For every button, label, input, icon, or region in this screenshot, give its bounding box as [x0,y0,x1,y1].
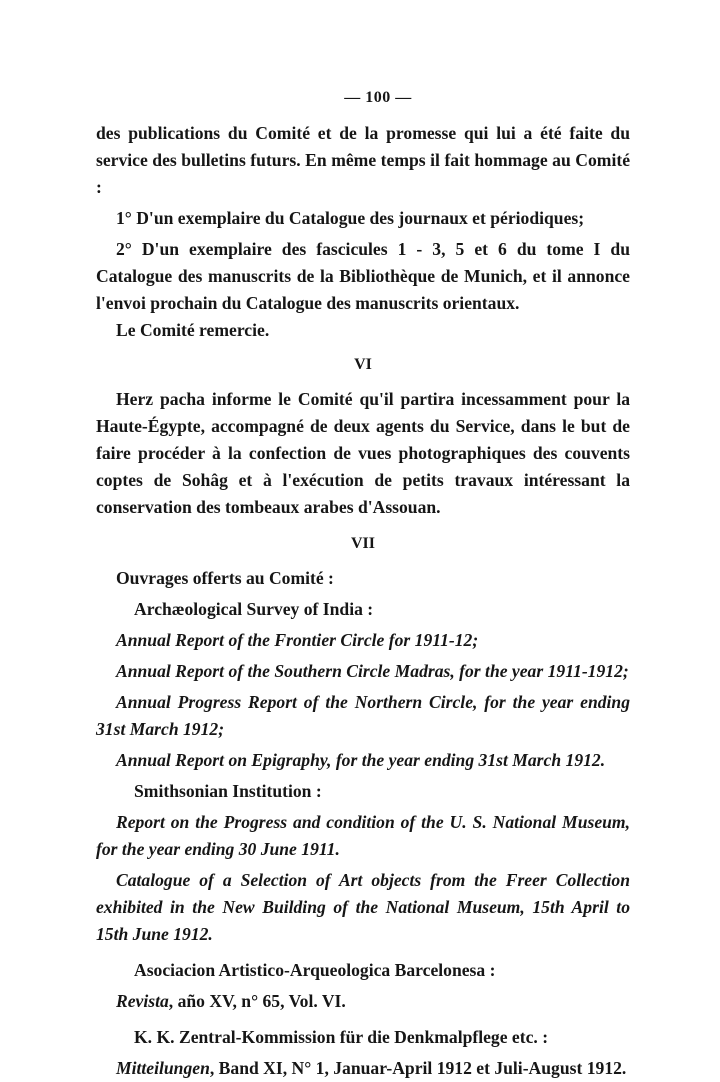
page-number: — 100 — [344,89,412,106]
publication-entry: Annual Report of the Frontier Circle for 1911-12; [116,630,479,650]
section-vi-paragraph: Herz pacha informe le Comité qu'il partira incessamment pour la Haute-Égypte, accompagné de deux agents du Service, dans le but de faire procéder à la confection de vues photographiques des couvents coptes de Sohâg et à l'exécution de petits travaux intéressant la conservation des tombeaux arabes d'Assouan. [96,389,630,517]
thanks-line: Le Comité remercie. [116,320,270,340]
institution-smithsonian: Smithsonian Institution : [134,781,322,801]
publication-details: , año XV, n° 65, Vol. VI. [168,991,346,1011]
section-vi-block [96,386,630,521]
institution-archaeological-survey: Archæological Survey of India : [134,599,374,619]
section-heading-vii: VII [350,535,375,552]
list-item-1: 1° D'un exemplaire du Catalogue des journaux et périodiques; [116,208,585,228]
institution-barcelona: Asociacion Artistico-Arqueologica Barcelonesa : [134,960,496,980]
offered-works-intro: Ouvrages offerts au Comité : [116,568,334,588]
publication-entry: Catalogue of a Selection of Art objects from the Freer Collection exhibited in the New Building of the National Museum, 15th April to 15th June 1912. [96,870,630,944]
section-heading-vi: VI [354,356,372,373]
publication-title: Revista [116,991,169,1011]
publication-entry: Report on the Progress and condition of the U. S. National Museum, for the year ending 30 June 1911. [96,812,630,859]
publication-entry: Annual Progress Report of the Northern Circle, for the year ending 31st March 1912; [96,692,630,739]
publication-entry-revista [96,988,630,1015]
section-vii-block [96,565,630,1082]
paragraph-continuation: des publications du Comité et de la promesse qui lui a été faite du service des bulletins futurs. En même temps il fait hommage au Comité : [96,123,630,197]
institution-kk-zentral: K. K. Zentral-Kommission für die Denkmalpflege etc. : [134,1027,549,1047]
publication-title: Mitteilungen [116,1058,210,1078]
publication-details: , Band XI, N° 1, Januar-April 1912 et Juli-August 1912. [209,1058,627,1078]
list-item-2: 2° D'un exemplaire des fascicules 1 - 3, 5 et 6 du tome I du Catalogue des manuscrits de la Bibliothèque de Munich, et il annonce l'envoi prochain du Catalogue des manuscrits orientaux. [96,239,630,313]
publication-entry: Annual Report of the Southern Circle Madras, for the year 1911-1912; [116,661,629,681]
publication-entry: Annual Report on Epigraphy, for the year ending 31st March 1912. [116,750,606,770]
publication-entry-mitteilungen [96,1055,630,1082]
document-page [96,84,630,1082]
opening-block [96,120,630,344]
